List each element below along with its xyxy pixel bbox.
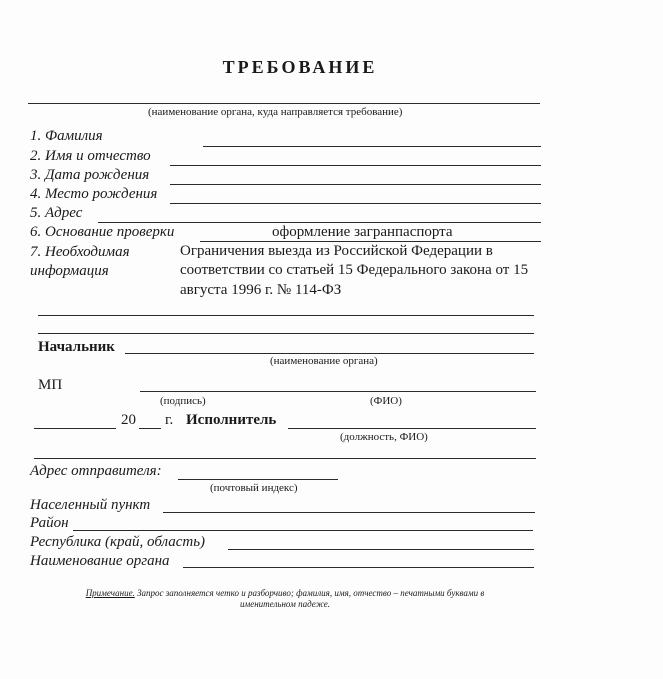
republic-line[interactable] bbox=[228, 549, 534, 550]
field-info-value-2[interactable]: соответствии со статьей 15 Федерального закона от 15 bbox=[180, 262, 529, 278]
field-reason-value[interactable]: оформление загранпаспорта bbox=[272, 224, 453, 240]
field-birthplace-line[interactable] bbox=[170, 203, 541, 204]
organ-line[interactable] bbox=[28, 103, 540, 104]
date-year-line[interactable] bbox=[139, 428, 161, 429]
footnote-line-2: именительном падеже. bbox=[239, 599, 331, 609]
footnote bbox=[30, 588, 540, 610]
field-birthdate-line[interactable] bbox=[170, 184, 541, 185]
field-reason-line bbox=[200, 241, 541, 242]
postal-code-line[interactable] bbox=[178, 479, 338, 480]
field-address-label: 5. Адрес bbox=[30, 205, 83, 221]
footnote-text: Запрос заполняется четко и разборчиво; фамилия, имя, отчество – печатными буквами в bbox=[134, 588, 485, 598]
blank-line-1[interactable] bbox=[38, 315, 534, 316]
field-info-value-3[interactable]: августа 1996 г. № 114-ФЗ bbox=[180, 282, 342, 298]
executor-label: Исполнитель bbox=[186, 412, 277, 428]
stamp-mp: МП bbox=[38, 377, 63, 393]
field-reason-label: 6. Основание проверки bbox=[30, 224, 175, 240]
signature-caption: (подпись) bbox=[160, 395, 206, 407]
settlement-line[interactable] bbox=[163, 512, 535, 513]
republic-label: Республика (край, область) bbox=[30, 534, 206, 550]
document-title: ТРЕБОВАНИЕ bbox=[222, 57, 378, 77]
field-birthdate-label: 3. Дата рождения bbox=[30, 167, 150, 183]
settlement-label: Населенный пункт bbox=[30, 497, 151, 513]
field-info-value-1[interactable]: Ограничения выезда из Российской Федерации в bbox=[180, 243, 493, 259]
blank-line-2[interactable] bbox=[38, 333, 534, 334]
field-surname-label: 1. Фамилия bbox=[30, 128, 103, 144]
organ-name-label: Наименование органа bbox=[30, 553, 170, 569]
organ-caption: (наименование органа, куда направляется требование) bbox=[148, 106, 403, 118]
executor-caption: (должность, ФИО) bbox=[340, 431, 428, 443]
footnote-label: Примечание. bbox=[85, 588, 135, 598]
field-birthplace-label: 4. Место рождения bbox=[30, 186, 158, 202]
field-info-label-2: информация bbox=[30, 263, 109, 279]
field-surname-line[interactable] bbox=[203, 146, 541, 147]
date-day-line[interactable] bbox=[34, 428, 116, 429]
organ-name-line[interactable] bbox=[183, 567, 534, 568]
field-address-line[interactable] bbox=[98, 222, 541, 223]
postal-code-caption: (почтовый индекс) bbox=[210, 482, 298, 494]
district-line[interactable] bbox=[73, 530, 533, 531]
chief-caption: (наименование органа) bbox=[270, 355, 378, 367]
date-year-suffix: г. bbox=[165, 412, 174, 428]
footnote-line-1 bbox=[30, 588, 540, 599]
executor-line[interactable] bbox=[288, 428, 536, 429]
sender-address-label: Адрес отправителя: bbox=[30, 463, 162, 479]
field-name-line[interactable] bbox=[170, 165, 541, 166]
signature-line[interactable] bbox=[140, 391, 536, 392]
field-name-label: 2. Имя и отчество bbox=[30, 148, 151, 164]
executor-line-2[interactable] bbox=[34, 458, 536, 459]
field-info-label-1: 7. Необходимая bbox=[30, 244, 130, 260]
fio-caption: (ФИО) bbox=[370, 395, 402, 407]
chief-label: Начальник bbox=[38, 339, 115, 355]
chief-line[interactable] bbox=[125, 353, 534, 354]
district-label: Район bbox=[30, 515, 69, 531]
date-year-prefix: 20 bbox=[121, 412, 136, 428]
